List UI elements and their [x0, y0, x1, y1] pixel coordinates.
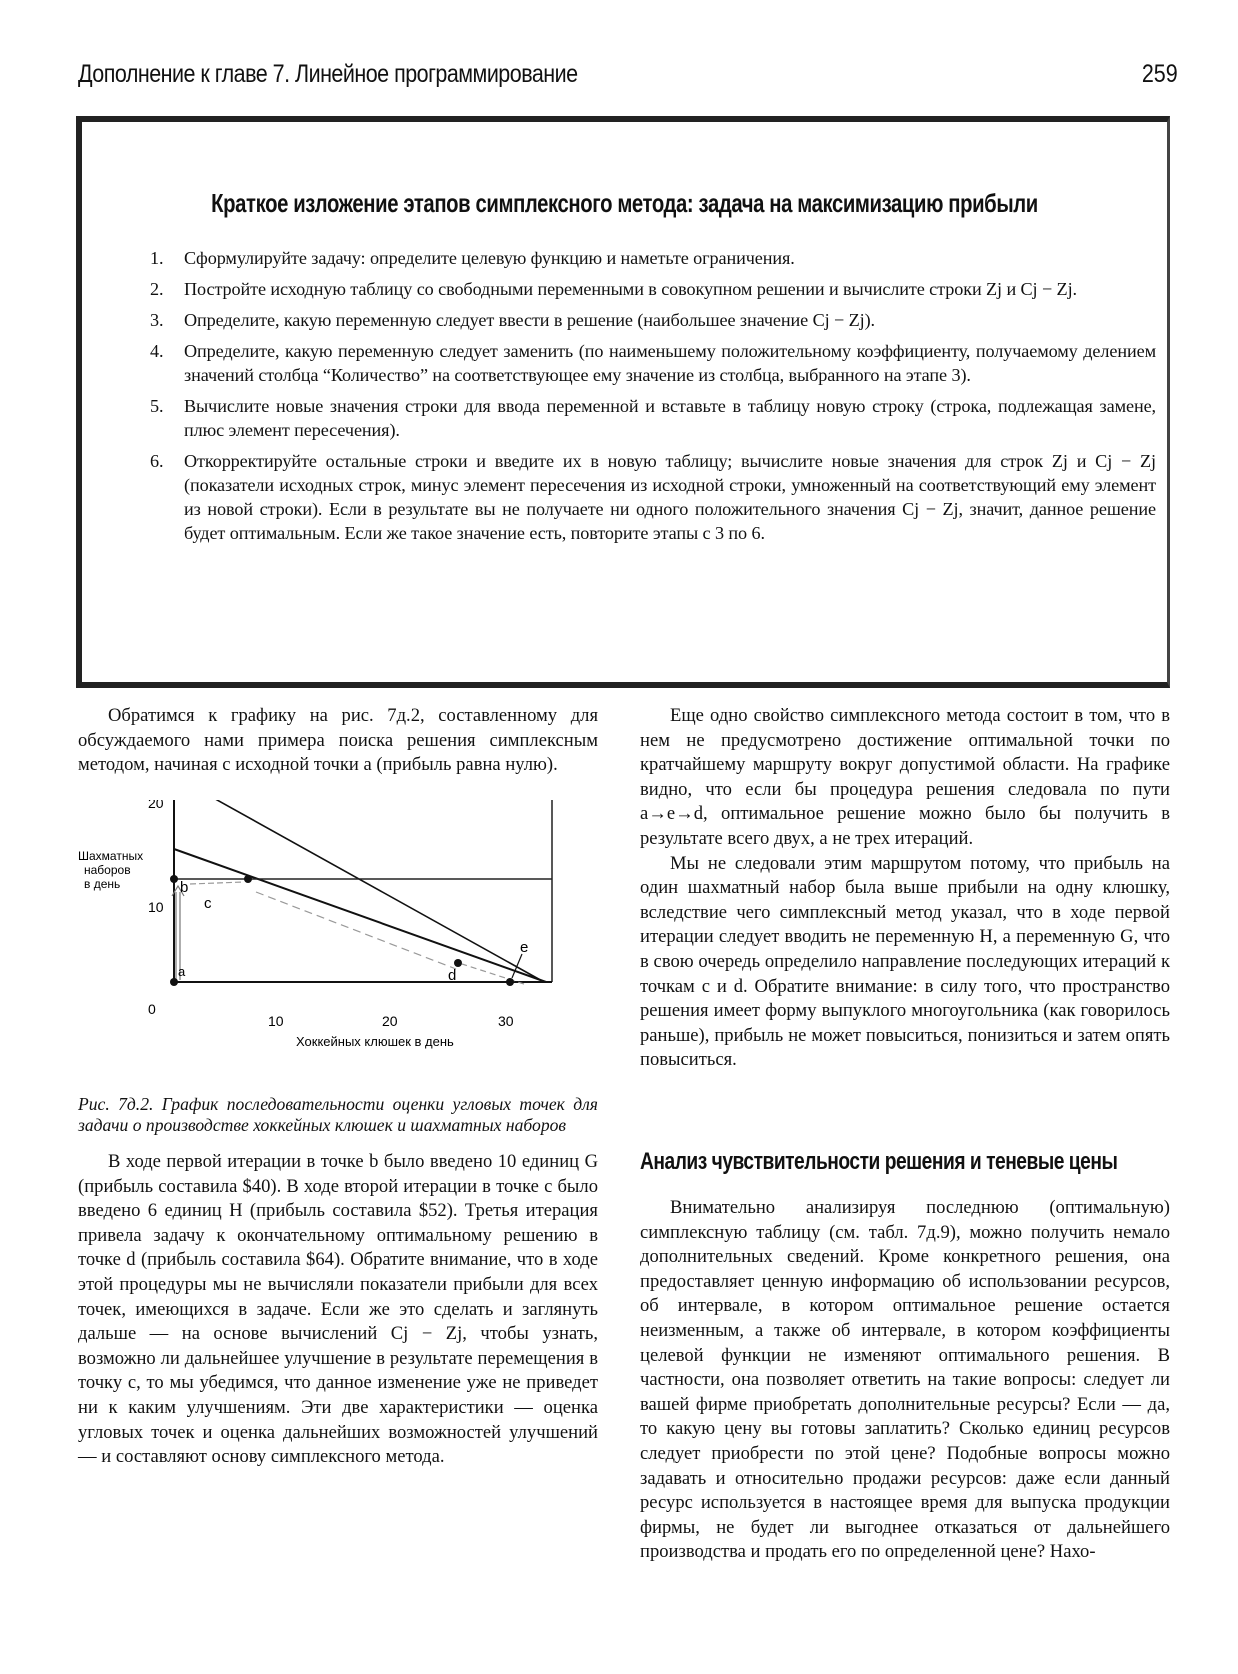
- step-item: 6. Откорректируйте остальные строки и введите их в новую таблицу; вычислите новые значения для строк Zj и Cj − Zj (показатели исходных строк, минус элемент пересечения из исходной строки, умноженный на соответствующий ему элемент из новой строки). Если в результате вы не получаете ни одного положительного значения Cj − Zj, значит, данное решение будет оптимальным. Если же такое значение есть, повторите этапы с 3 по 6.: [150, 451, 1156, 543]
- body-paragraph: В ходе первой итерации в точке b было введено 10 единиц G (прибыль составила $40). В ходе второй итерации в точке c было введено 6 единиц H (прибыль составила $52). Третья итерация привела задачу к окончательному оптимальному решению в точке d (прибыль составила $64). Обратите внимание, что в ходе этой процедуры мы не вычисляли показатели прибыли для всех точек, имеющихся в задаче. Если же это сделать и заглянуть дальше — на основе вычислений Cj − Zj, чтобы узнать, возможно ли дальнейшее улучшение в результате перемещения в точку c, то мы убедимся, что данное изменение уже не приведет ни к каким улучшениям. Эти две характеристики — оценка угловых точек и оценка дальнейших возможностей улучшений — и составляют основу симплексного метода.: [78, 1151, 598, 1468]
- x-tick-20: 20: [382, 1013, 398, 1029]
- corner-point-chart: [76, 800, 596, 1090]
- step-text: Постройте исходную таблицу со свободными переменными в совокупном решении и вычислите строки Zj и Cj − Zj.: [184, 279, 1077, 299]
- x-axis-label: Хоккейных клюшек в день: [296, 1034, 454, 1049]
- point-c: [244, 875, 252, 883]
- step-item: 2. Постройте исходную таблицу со свободными переменными в совокупном решении и вычислите строки Zj и Cj − Zj.: [150, 279, 1077, 299]
- y-tick-20: 20: [148, 800, 164, 811]
- summary-box: [76, 116, 1170, 688]
- intro-paragraph: Обратимся к графику на рис. 7д.2, составленному для обсуждаемого нами примера поиска решения симплексным методом, начиная с исходной точки a (прибыль равна нулю).: [78, 705, 598, 776]
- chapter-title: Дополнение к главе 7. Линейное программирование: [78, 60, 578, 88]
- step-item: 4. Определите, какую переменную следует заменить (по наименьшему положительному коэффициенту, получаемому делением значений столбца “Количество” на соответствующее ему значение из столбца, выбранного на этапе 3).: [150, 341, 1156, 385]
- step-text: Откорректируйте остальные строки и введите их в новую таблицу; вычислите новые значения для строк Zj и Cj − Zj (показатели исходных строк, минус элемент пересечения из исходной строки, умноженный на соответствующий ему элемент из новой строки). Если в результате вы не получаете ни одного положительного значения Cj − Zj, значит, данное решение будет оптимальным. Если же такое значение есть, повторите этапы с 3 по 6.: [184, 451, 1156, 543]
- page-number: 259: [1142, 60, 1178, 88]
- label-d: d: [448, 967, 457, 984]
- point-a: [170, 978, 178, 986]
- label-c: c: [204, 895, 212, 912]
- summary-box-title: Краткое изложение этапов симплексного метода: задача на максимизацию прибыли: [211, 188, 1038, 218]
- step-text: Сформулируйте задачу: определите целевую функцию и наметьте ограничения.: [184, 248, 795, 268]
- point-b: [170, 875, 178, 883]
- step-item: 1. Сформулируйте задачу: определите целевую функцию и наметьте ограничения.: [150, 248, 795, 268]
- arrow-to-e: [512, 954, 522, 978]
- point-d: [454, 959, 462, 967]
- steps-list: [150, 246, 1156, 552]
- section-heading: Анализ чувствительности решения и теневые цены: [640, 1148, 1118, 1175]
- figure-caption: Рис. 7д.2. График последовательности оценки угловых точек для задачи о производстве хоккейных клюшек и шахматных наборов: [78, 1094, 598, 1135]
- y-axis-label-2: наборов: [84, 863, 131, 877]
- label-b: b: [180, 879, 189, 896]
- left-intro: [78, 704, 598, 778]
- x-tick-30: 30: [498, 1013, 514, 1029]
- step-item: 3. Определите, какую переменную следует ввести в решение (наибольшее значение Cj − Zj).: [150, 310, 875, 330]
- label-a: a: [178, 964, 186, 979]
- point-e: [506, 978, 514, 986]
- step-text: Определите, какую переменную следует заменить (по наименьшему положительному коэффициенту, получаемому делением значений столбца “Количество” на соответствующее ему значение из столбца, выбранного на этапе 3).: [184, 341, 1156, 385]
- step-item: 5. Вычислите новые значения строки для ввода переменной и вставьте в таблицу новую строку (строка, подлежащая замене, плюс элемент пересечения).: [150, 396, 1156, 440]
- running-head: [78, 56, 1178, 96]
- body-paragraph: Внимательно анализируя последнюю (оптимальную) симплексную таблицу (см. табл. 7д.9), можно получить немало дополнительных сведений. Кроме конкретного решения, она предоставляет ценную информацию об использовании ресурсов, об интервале, в котором оптимальное решение остается неизменным, а также об интервале, в котором коэффициенты целевой функции не изменяют оптимального решения. В частности, она позволяет ответить на такие вопросы: следует ли вашей фирме приобретать дополнительные ресурсы? Если — да, то какую цену вы готовы заплатить? Сколько единиц ресурсов следует приобрести по этой цене? Подобные вопросы можно задавать и относительно продажи ресурсов: даже если данный ресурс используется в настоящее время для выпуска продукции фирмы, не будет ли выгоднее отказаться от дальнейшего производства и продать его по определенной цене? Нахо-: [640, 1197, 1170, 1563]
- body-paragraph: Мы не следовали этим маршрутом потому, что прибыль на один шахматный набор была выше прибыли на одну клюшку, вследствие чего симплексный метод указал, что в ходе первой итерации следует вводить не переменную H, а переменную G, что в свою очередь определило направление последующих итераций к точкам c и d. Обратите внимание: в силу того, что пространство решения имеет форму выпуклого многоугольника (как говорилось раньше), прибыль не может повыситься, понизиться и затем опять повыситься.: [640, 852, 1170, 1071]
- y-axis-label-3: в день: [84, 877, 121, 891]
- right-body-2: [640, 1196, 1170, 1565]
- y-tick-10: 10: [148, 899, 164, 915]
- x-tick-10: 10: [268, 1013, 284, 1029]
- y-axis-label-1: Шахматных: [78, 849, 144, 863]
- constraint-line-2: [174, 849, 546, 982]
- right-body: [640, 704, 1170, 1073]
- label-e: e: [520, 939, 529, 956]
- y-tick-0: 0: [148, 1001, 156, 1017]
- constraint-line-1: [174, 800, 544, 982]
- step-text: Определите, какую переменную следует ввести в решение (наибольшее значение Cj − Zj).: [184, 310, 875, 330]
- path-c-to-d: [256, 892, 456, 969]
- figure-chart: [76, 800, 596, 1090]
- left-body: [78, 1150, 598, 1470]
- step-text: Вычислите новые значения строки для ввода переменной и вставьте в таблицу новую строку (строка, подлежащая замене, плюс элемент пересечения).: [184, 396, 1156, 440]
- body-paragraph: Еще одно свойство симплексного метода состоит в том, что в нем не предусмотрено достижение оптимальной точки по кратчайшему маршруту вокруг допустимой области. На графике видно, что если бы процедура решения следовала по пути a→e→d, оптимальное решение можно было бы получить в результате всего двух, а не трех итераций.: [640, 705, 1170, 849]
- path-b-to-c: [190, 882, 244, 884]
